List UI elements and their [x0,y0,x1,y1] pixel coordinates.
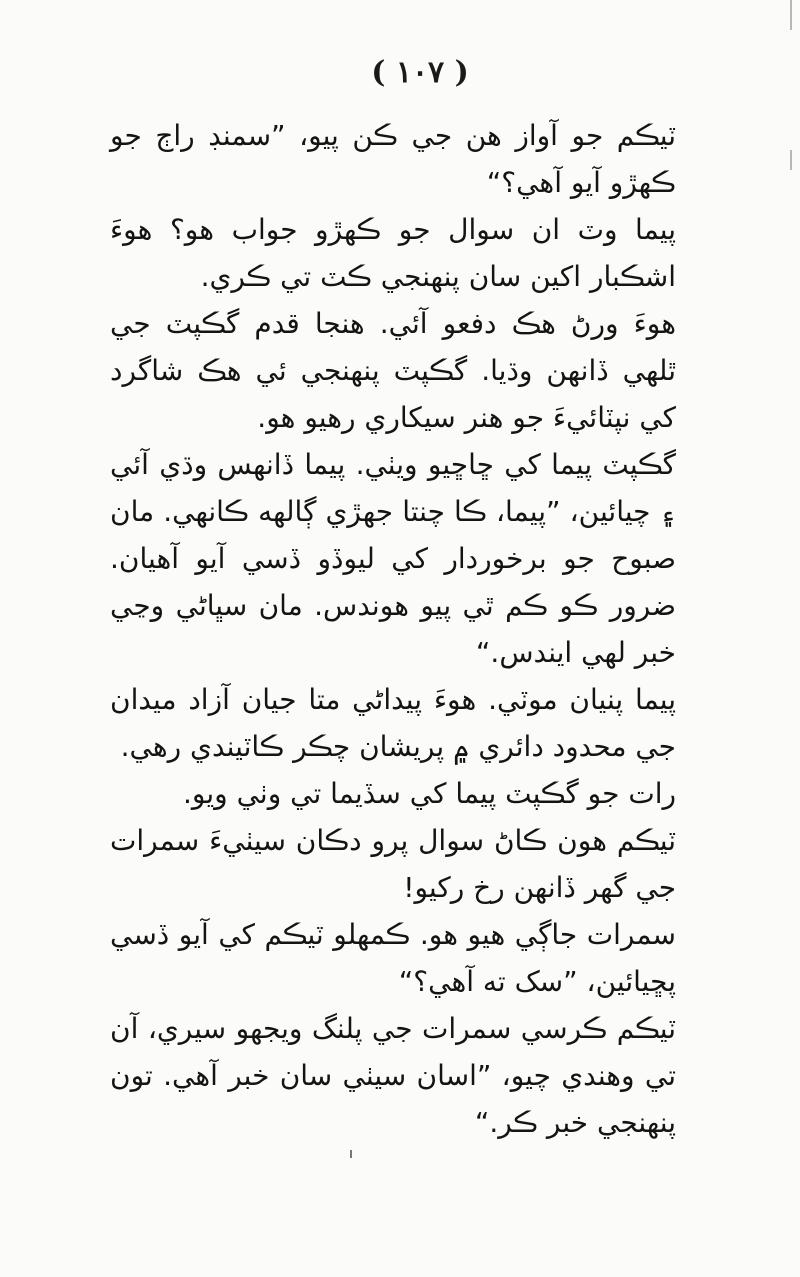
paragraph-9: ٽيڪم ڪرسي سمرات جي پلنگ ويجهو سيري، آن تي وهندي چيو، ”اسان سيٺي سان خبر آهي. تون پنهنجي خبر ڪر.“ [110,1012,676,1139]
paragraph-3: هوءَ ورڻ هڪ دفعو آئي. هنجا قدم گڪپٽ جي ٿلهي ڏانهن وڌيا. گڪپٽ پنهنجي ئي هڪ شاگرد کي نپٽائيءَ جو هنر سيکاري رهيو هو. [110,307,676,434]
paragraph-1: ٽيڪم جو آواز هن جي ڪن پيو، ”سمنڊ راڄ جو ڪهڙو آيو آهي؟“ [110,119,676,199]
ink-speck [350,1150,352,1158]
page-edge-mark [790,150,792,170]
page-edge-mark [790,0,792,30]
paragraph-5: پيما پنيان موٽي. هوءَ پيداڻي متا جيان آزاد ميدان جي محدود دائري ۾ پريشان چڪر ڪاٽيندي رهي. [110,683,676,763]
paragraph-8: سمرات جاڳي هيو هو. ڪمهلو ٽيڪم کي آيو ڏسي پڇيائين، ”سک ته آهي؟“ [110,918,676,998]
page-number: ( ١٠٧ ) [371,55,469,90]
paragraph-2: پيما وٽ ان سوال جو ڪهڙو جواب هو؟ هوءَ اشڪبار اکين سان پنهنجي ڪٽ تي ڪري. [110,213,676,293]
paragraph-6: رات جو گڪپٽ پيما کي سڏيما تي وٺي ويو. [183,777,676,810]
paragraph-4: گڪپٽ پيما کي ڇاڇيو ويٺي. پيما ڏانهس وڌي آئي ۽ چيائين، ”پيما، ڪا چنتا جهڙي ڳالهه ڪانهي. مان صبوح جو برخوردار کي ليوڏو ڏسي آيو آهيان. ضرور ڪو ڪم ٿي پيو هوندس. مان سڀاڻي وڃي خبر لهي ايندس.“ [110,448,676,669]
body-text [110,112,710,1146]
paragraph-7: ٽيڪم هون ڪاڻ سوال پرو دڪان سيٺيءَ سمرات جي گهر ڏانهن رخ رکيو! [110,824,676,904]
